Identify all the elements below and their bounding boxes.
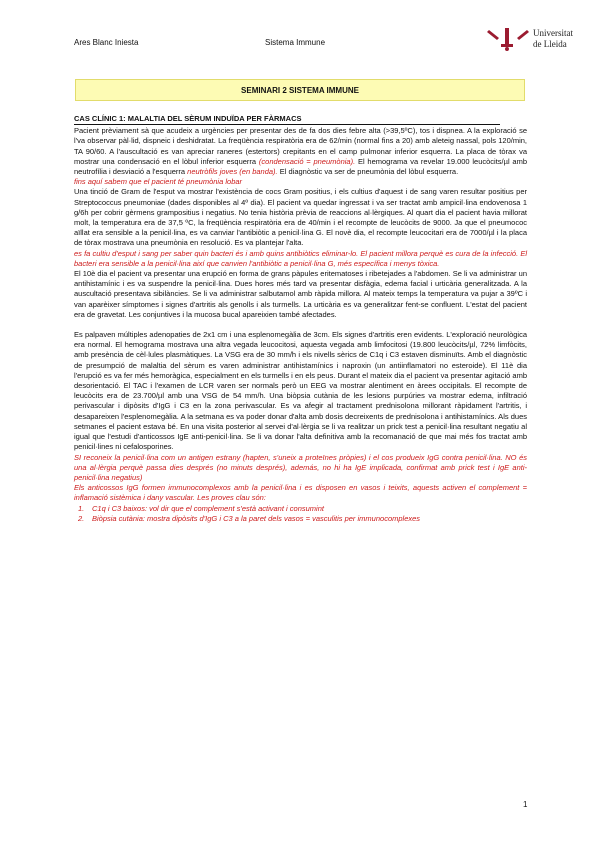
list-item: 1. C1q i C3 baixos: vol dir que el complement s'està activant i consumint [78,503,324,513]
note-3: SI reconeix la penicil·lina com un antigen estrany (hapten, s'uneix a proteïnes pròpies) i el cos produeix IgG contra penicil·lina. NO és una al·lèrgia perquè passa dies després (no minuts després), además, no hi ha IgE implicada, confirmat amb prick test i IgE anti-penicil·lina negatius) [74,452,527,482]
seminar-banner [75,79,525,101]
note-1: fins aquí sabem que el pacient té pneumònia lobar [74,177,243,187]
university-logo-text: Universitat de Lleida [533,28,573,49]
header-author: Ares Blanc Iniesta [74,38,139,47]
case-title: CAS CLÍNIC 1: MALALTIA DEL SÈRUM INDUÏDA PER FÀRMACS [74,114,500,125]
paragraph-3: El 10è dia el pacient va presentar una erupció en forma de grans pàpules eritematoses i ribetejades a l'abdomen. Se li va administrar un antihistamínic i es va suspendre la penicil·lina. Dues hores més tard va presentar disfàgia, edema facial i urticària generalitzada. A la auscultació presentava sibilàncies. Se li va administrar salbutamol amb ràpida millora. Al mateix temps la temperatura va pujar a 39ºC i van aparèixer símptomes i signes d'artritis als genolls i als turmells. La urticària es va generalitzar fent-se confluent. L'estat del pacient era de gravetat. Les conjuntives i la mucosa bucal apareixien també afectades. [74,269,527,319]
note-4: Els anticossos IgG formen immunocomplexos amb la penicil·lina i es disposen en vasos i teixits, aquests activen el complement = inflamació sistèmica i dany vascular. Les proves clau són: [74,483,527,503]
paragraph-1: Pacient prèviament sà que acudeix a urgències per presentar des de fa dos dies febre alta (>39,5ºC), tos i dispnea. A la exploració se l'va observar pàl·lid, dispneic i deshidratat. La freqüència respiratòria era de 62/min (normal fins a 20) amb aleteig nassal, pols 120/min, TA 90/60. A l'auscultació es van apreciar raneres (estertors) crepitants en el camp pulmonar inferior esquerra. La placa de tòrax va mostrar una condensació en el lòbul inferior esquerra (condensació = pneumònia). El hemograma va revelar 19.000 leucòcits/µl amb neutrofília i desviació a l'esquerra neutròfils joves (en banda). El diagnòstic va ser de pneumònia del lòbul esquerra. [74,126,527,177]
note-2: es fa cultiu d'esput i sang per saber quin bacteri és i amb quins antibiòtics eliminar-lo. El pacient millora perquè es cura de la infecció. El bacteri era sensible a la penicil·lina així que canvien l'antibiòtic a penicil·lina G, més específica i menys tòxica. [74,248,527,268]
document-body [74,114,527,524]
paragraph-4: Es palpaven múltiples adenopaties de 2x1 cm i una esplenomegàlia de 3cm. Els signes d'artritis eren evidents. L'exploració neurològica era normal. El hemograma mostrava una altra vegada leucocitosi, aquesta vegada amb limfocitosi (19.800 leucòcits/µl, 72% limfòcits, amb presència de cèl·lules plasmàtiques. La VSG era de 30 mm/h i els nivells sèrics de C1q i C3 estaven disminuïts. Amb el diagnòstic de presumpció de malaltia del sèrum es varen administrar antihistamínics i naproxin (un antiinflamatori no esteroide). El 11è dia l'erupció es va fer més hemoràgica, especialment en els turmells i en els peus. Durant el mateix dia el pacient va presentar agitació amb desorientació. El TAC i l'examen de LCR varen ser normals però un EEG va mostrar alentiment en àrees occipitals. El recompte de leucòcits era de 23.700/µl amb una VSG de 54 mm/h. Una biòpsia cutània de les lesions purpúries va mostrar edema, infiltració perivascular i dipòsits d'IgG i C3 en la zona perivascular. Es va afegir al tractament prednisolona millorant ràpidament l'artritis, i desapareixen l'esplenomegàlia. A la setmana es va poder donar d'alta amb dosis decreixents de prednisolona i antihistamínics. Als dues setmanes el pacient estava bé. En una visita posterior al servei d'al·lèrgia se li va realitzar un prick test a penicil·lina resultant negatiu al igual que l'estudi d'anticossos IgE anti-penicil·lina. Se li va donar l'alta definitiva amb la recomanació de que mai més fos tractat amb penicil·lines ni cefalosporines. [74,330,527,452]
key-tests-list [74,504,527,524]
header-subject: Sistema Immune [265,38,326,47]
banner-title: SEMINARI 2 SISTEMA IMMUNE [241,85,359,95]
list-item: 2. Biòpsia cutània: mostra dipòsits d'IgG i C3 a la paret dels vasos = vasculitis per immunocomplexes [78,513,421,523]
page-number: 1 [523,800,528,809]
paragraph-2: Una tinció de Gram de l'esput va mostrar l'existència de cocs Gram positius, i els cultius d'aquest i de sang varen resultar positius per Streptococcus pneumoniae (dades disponibles al 4º dia). El pacient va quedar ingressat i va ser tractat amb ampicil·lina endovenosa 1 g/6h per cobrir gèrmens grampositius i negatius. No tenia història prèvia de reaccions al·lèrgiques. Al quart dia el pacient havia millorat molt, la temperatura era de 37,5 ºC, la freqüència respiratòria era de 40/min i el recompte de leucòcits de 9000. Ja que el pneumococ aïllat era sensible a la penicil·lina, es va canviar l'antibiòtic a penicil·lina G. El novè dia, el recompte leucocitari era de 7000/µl i la placa de tòrax mostrava una pneumònia en resolució. Es va plantejar l'alta. [74,187,527,248]
